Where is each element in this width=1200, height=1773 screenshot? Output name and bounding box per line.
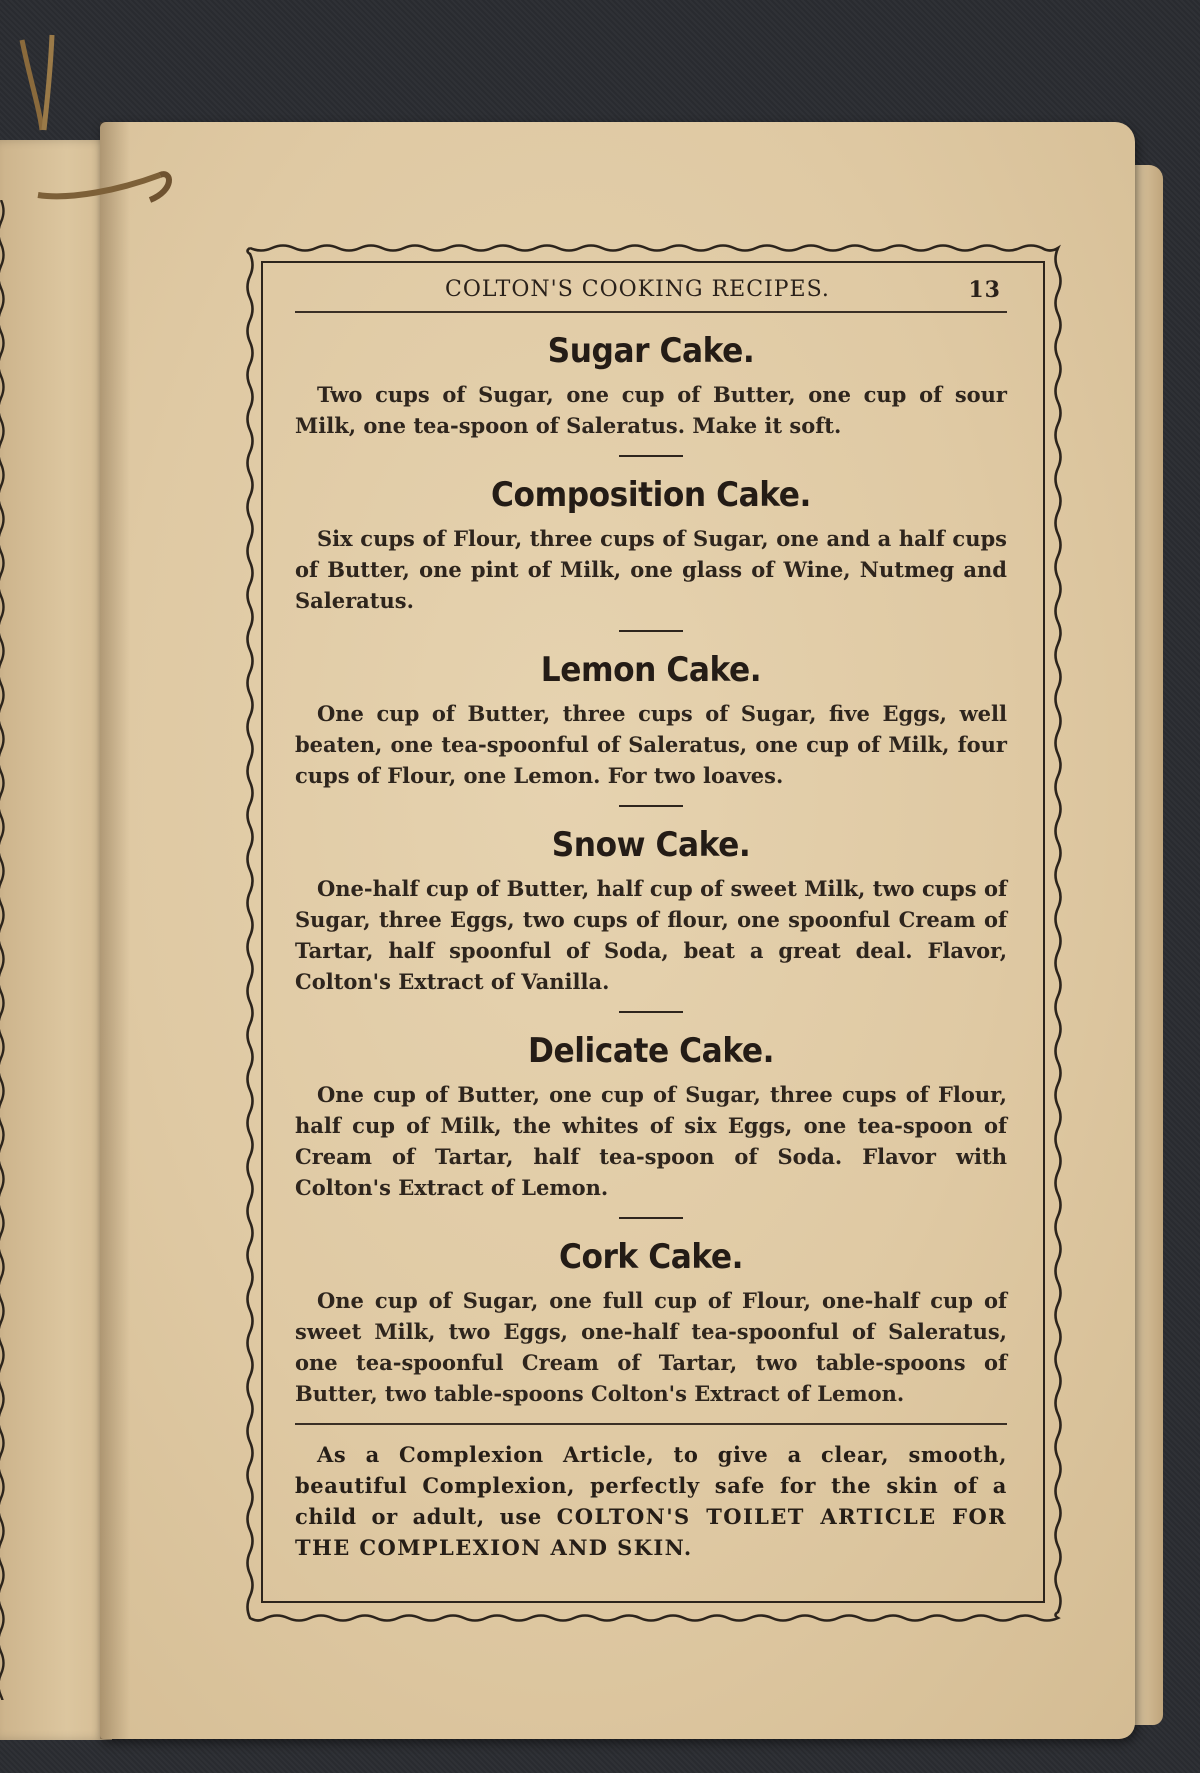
recipe-sugar-cake — [295, 329, 1007, 441]
recipe-text: One cup of Sugar, one full cup of Flour, one-half cup of sweet Milk, two Eggs, one-half tea-spoonful of Saleratus, one tea-spoonful Cream of Tartar, two table-spoons of Butter, two table-spoons Colton's Extract of Lemon. — [295, 1288, 1007, 1406]
recipe-title: Composition Cake. — [491, 475, 811, 515]
page-number: 13 — [968, 277, 1001, 303]
page-content — [295, 275, 1007, 1563]
recipe-lemon-cake — [295, 648, 1007, 791]
complexion-advertisement — [295, 1423, 1007, 1563]
recipe-separator — [619, 630, 683, 632]
advertisement-product: COLTON'S TOILET ARTICLE FOR THE COMPLEXION AND SKIN. — [295, 1504, 1007, 1560]
recipe-cork-cake — [295, 1235, 1007, 1409]
running-header — [295, 275, 1007, 313]
recipe-separator — [619, 1011, 683, 1013]
recipe-title: Lemon Cake. — [540, 650, 762, 690]
running-title: COLTON'S COOKING RECIPES. — [445, 277, 830, 302]
recipe-title: Sugar Cake. — [547, 331, 755, 371]
recipe-snow-cake — [295, 823, 1007, 997]
recipe-separator — [619, 805, 683, 807]
recipe-title: Cork Cake. — [558, 1237, 744, 1277]
recipe-text: One cup of Butter, three cups of Sugar, five Eggs, well beaten, one tea-spoonful of Saleratus, one cup of Milk, four cups of Flour, one Lemon. For two loaves. — [295, 701, 1007, 788]
recipe-delicate-cake — [295, 1029, 1007, 1203]
recipe-text: Two cups of Sugar, one cup of Butter, one cup of sour Milk, one tea-spoon of Saleratus. Make it soft. — [295, 382, 1007, 438]
recipe-separator — [619, 455, 683, 457]
recipe-composition-cake — [295, 473, 1007, 616]
recipe-text: One-half cup of Butter, half cup of sweet Milk, two cups of Sugar, three Eggs, two cups of flour, one spoonful Cream of Tartar, half spoonful of Soda, beat a great deal. Flavor, Colton's Extract of Vanilla. — [295, 876, 1007, 994]
recipe-title: Delicate Cake. — [527, 1031, 775, 1071]
recipe-text: Six cups of Flour, three cups of Sugar, one and a half cups of Butter, one pint of Milk, one glass of Wine, Nutmeg and Saleratus. — [295, 526, 1007, 613]
advertisement-lead: As a Complexion Article, to give a clear, smooth, beautiful Complexion, perfectly safe for the skin of a child or adult, use — [295, 1442, 1007, 1529]
recipe-title: Snow Cake. — [551, 825, 751, 865]
recipe-separator — [619, 1217, 683, 1219]
recipe-text: One cup of Butter, one cup of Sugar, three cups of Flour, half cup of Milk, the whites of six Eggs, one tea-spoon of Cream of Tartar, half tea-spoon of Soda. Flavor with Colton's Extract of Lemon. — [295, 1082, 1007, 1200]
